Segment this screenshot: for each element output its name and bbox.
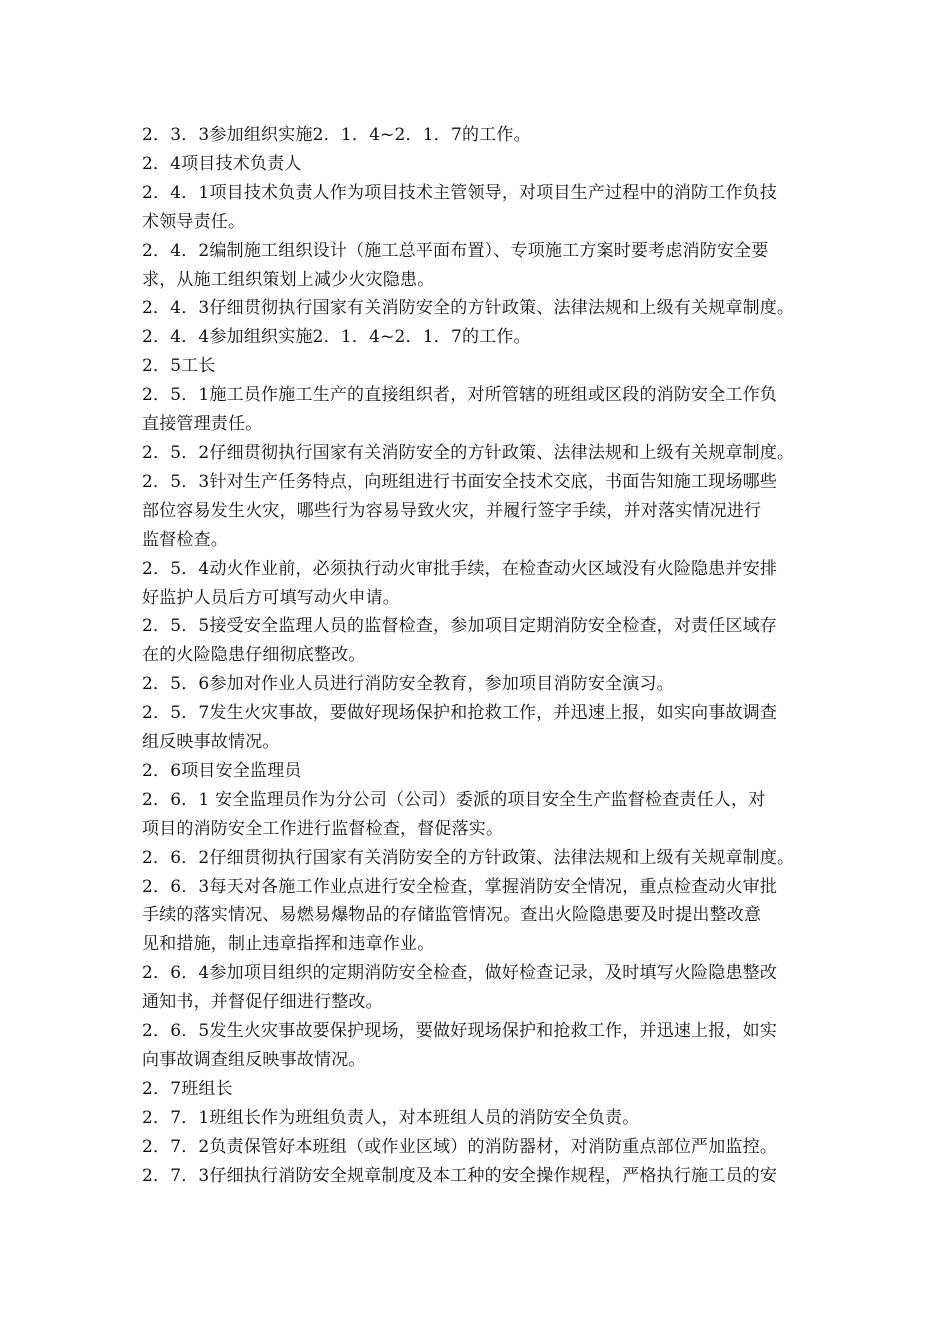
paragraph: 2．6．5发生火灾事故要保护现场，要做好现场保护和抢救工作，并迅速上报，如实 向事故调查组反映事故情况。 [142,1021,778,1070]
paragraph: 2．5．7发生火灾事故，要做好现场保护和抢救工作，并迅速上报，如实向事故调查 组反映事故情况。 [142,703,778,753]
paragraph: 2．6．4参加项目组织的定期消防安全检查，做好检查记录，及时填写火险隐患整改 通知书，并督促仔细进行整改。 [142,963,778,1013]
section-heading: 2．6项目安全监理员 [142,760,302,781]
paragraph: 2．5．6参加对作业人员进行消防安全教育，参加项目消防安全演习。 [142,674,674,695]
section-heading: 2．4项目技术负责人 [142,153,302,174]
paragraph: 2．4．2编制施工组织设计（施工总平面布置）、专项施工方案时要考虑消防安全要 求，从施工组织策划上减少火灾隐患。 [142,240,769,290]
section-heading: 2．5工长 [142,356,216,377]
paragraph: 2．6．1 安全监理员作为分公司（公司）委派的项目安全生产监督检查责任人，对 项目的消防安全工作进行监督检查，督促落实。 [142,789,766,839]
paragraph: 2．7．3仔细执行消防安全规章制度及本工种的安全操作规程，严格执行施工员的安 [142,1165,778,1186]
paragraph: 2．5．2仔细贯彻执行国家有关消防安全的方针政策、法律法规和上级有关规章制度。 [142,442,795,463]
document-body [142,121,862,1191]
paragraph: 2．4．3仔细贯彻执行国家有关消防安全的方针政策、法律法规和上级有关规章制度。 [142,298,795,319]
paragraph: 2．7．1班组长作为班组负责人，对本班组人员的消防安全负责。 [142,1107,640,1128]
section-heading: 2．7班组长 [142,1078,233,1099]
paragraph: 2．4．1项目技术负责人作为项目技术主管领导，对项目生产过程中的消防工作负技 术领导责任。 [142,182,778,232]
paragraph: 2．4．4参加组织实施2．1．4~2．1．7的工作。 [142,327,531,348]
paragraph: 2．5．3针对生产任务特点，向班组进行书面安全技术交底，书面告知施工现场哪些 部位容易发生火灾，哪些行为容易导致火灾，并履行签字手续，并对落实情况进行 监督检查。 [142,471,778,550]
paragraph: 2．5．5接受安全监理人员的监督检查，参加项目定期消防安全检查，对责任区域存 在的火险隐患仔细彻底整改。 [142,616,778,666]
paragraph: 2．3．3参加组织实施2．1．4~2．1．7的工作。 [142,125,531,145]
paragraph: 2．7．2负责保管好本班组（或作业区域）的消防器材，对消防重点部位严加监控。 [142,1136,778,1157]
paragraph: 2．6．3每天对各施工作业点进行安全检查，掌握消防安全情况，重点检查动火审批 手续的落实情况、易燃易爆物品的存储监管情况。查出火险隐患要及时提出整改意 见和措施，制止违章指挥和违章作业。 [142,876,778,955]
paragraph: 2．5．1施工员作施工生产的直接组织者，对所管辖的班组或区段的消防安全工作负 直接管理责任。 [142,385,778,435]
paragraph: 2．6．2仔细贯彻执行国家有关消防安全的方针政策、法律法规和上级有关规章制度。 [142,847,795,868]
paragraph: 2．5．4动火作业前，必须执行动火审批手续，在检查动火区域没有火险隐患并安排 好监护人员后方可填写动火申请。 [142,558,778,608]
